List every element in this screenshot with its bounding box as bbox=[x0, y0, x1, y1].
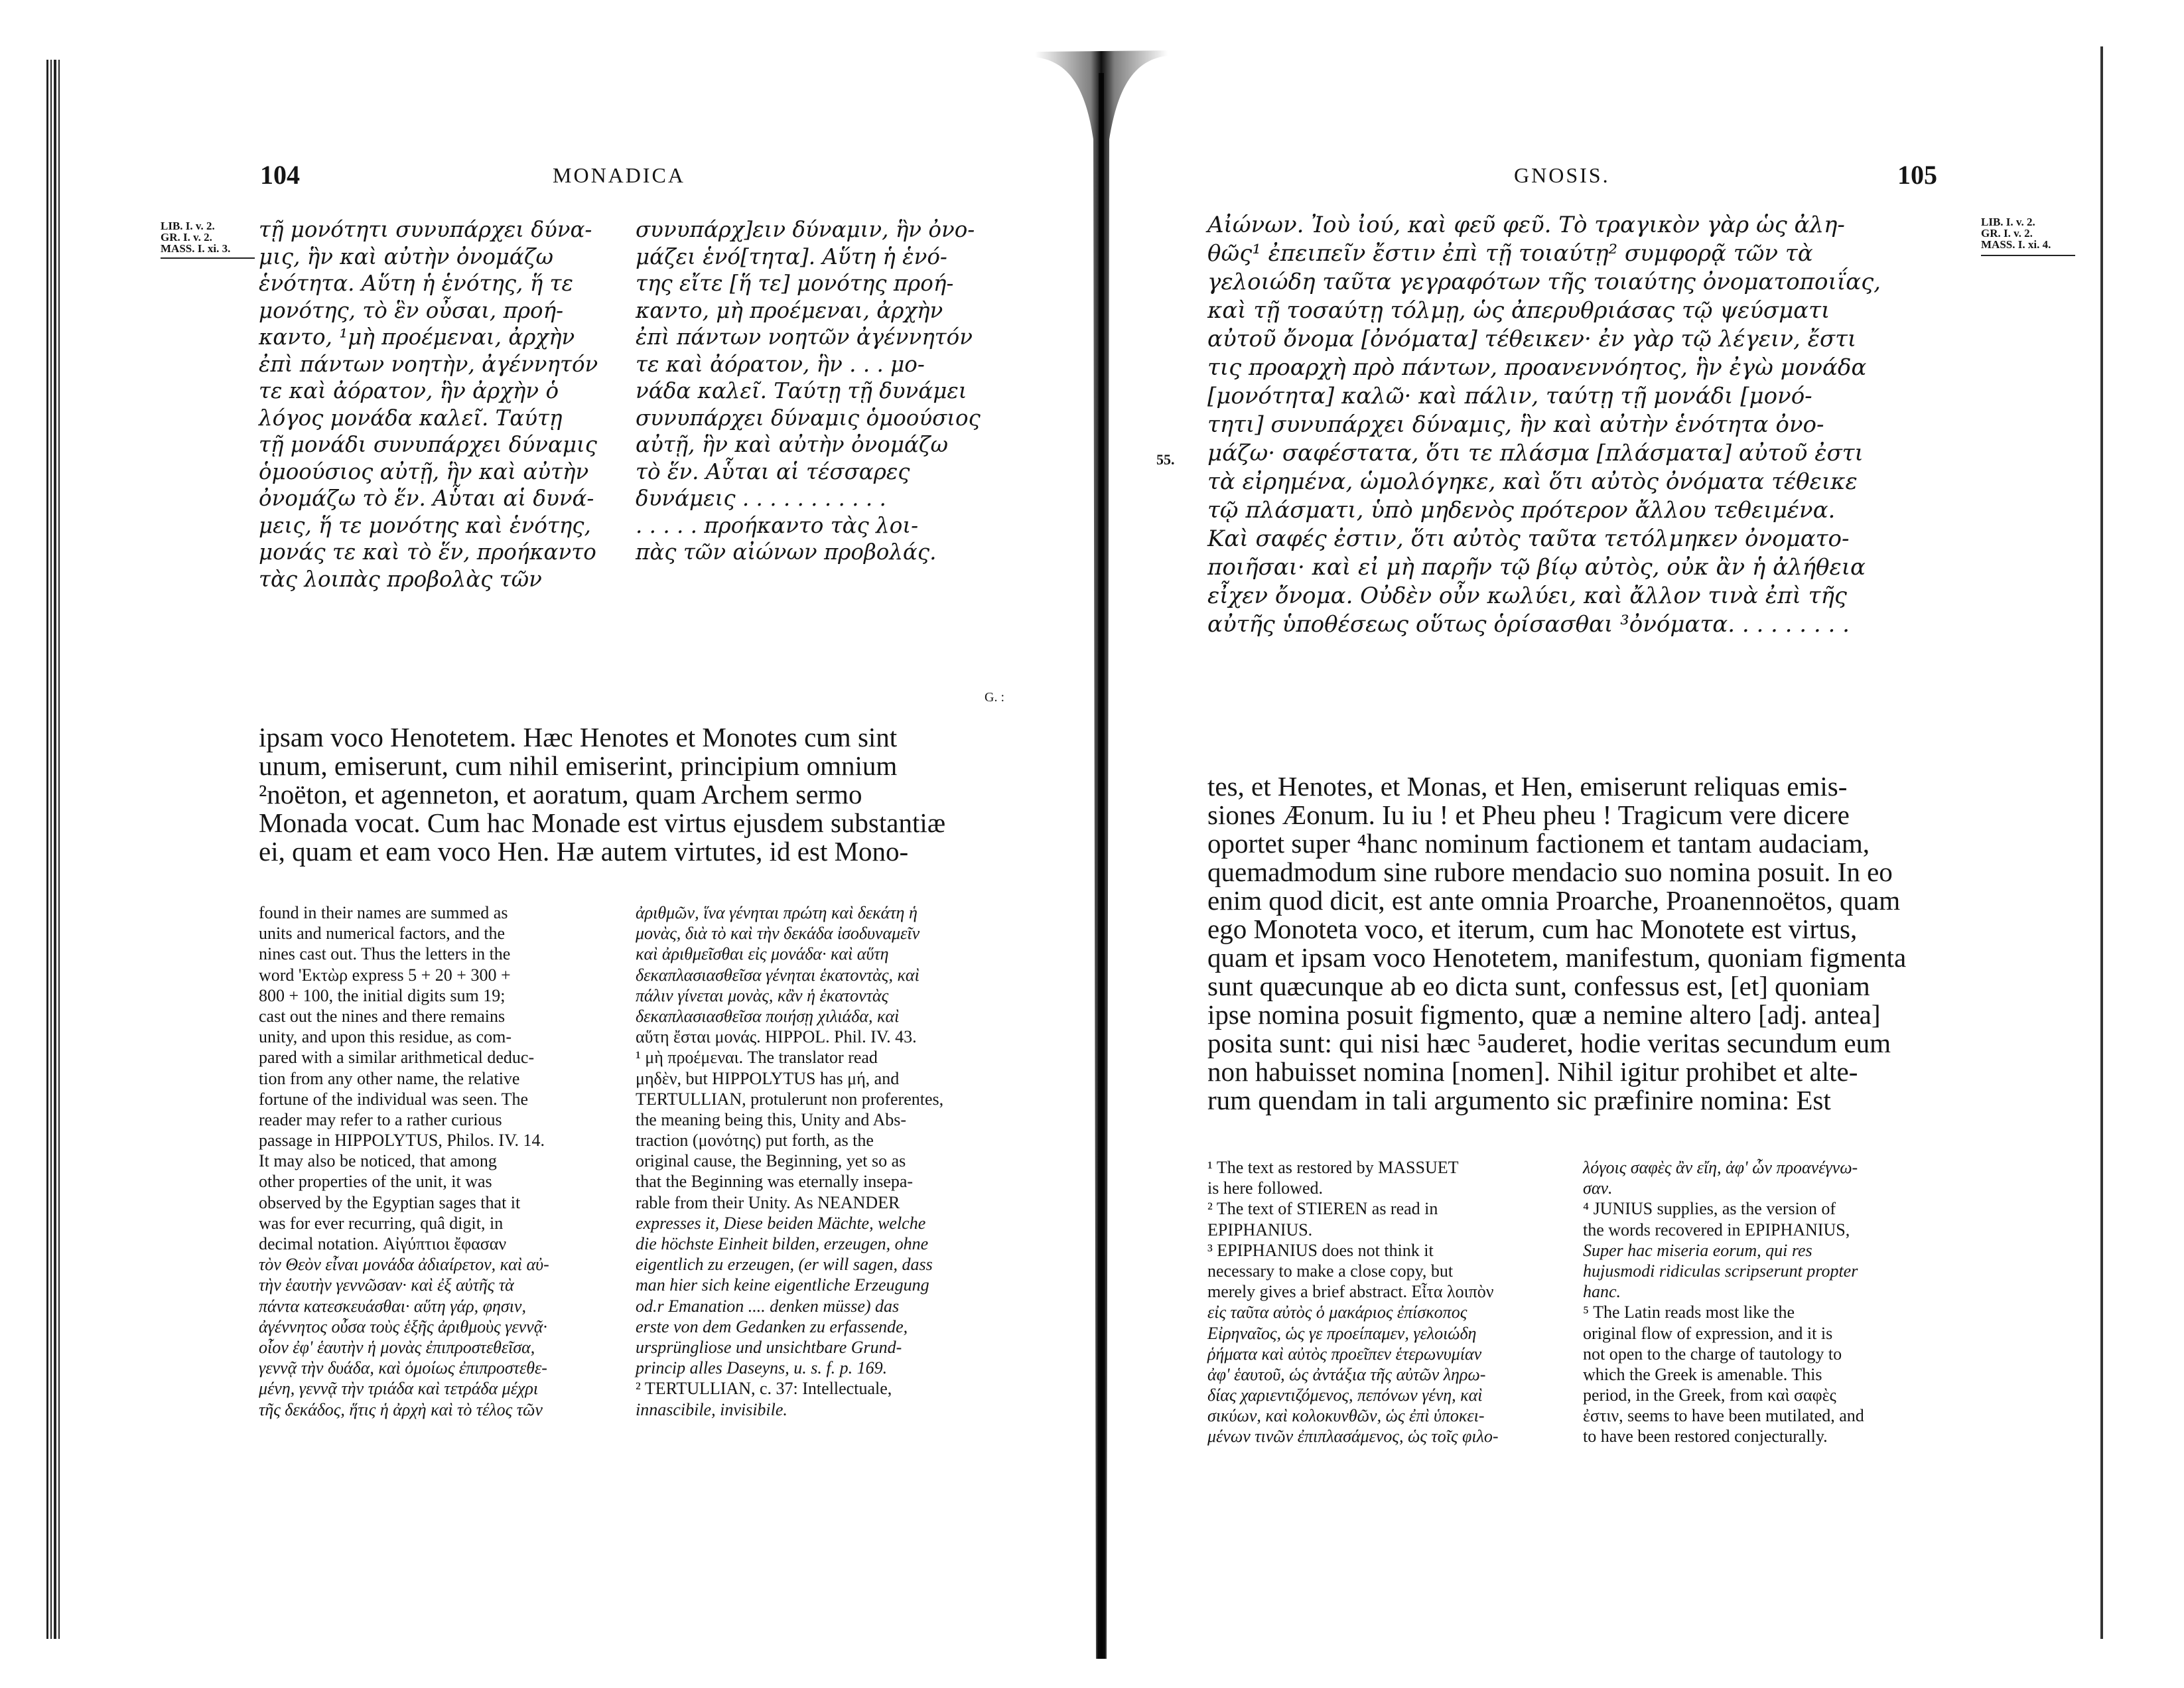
greek-text-column-1: τῇ μονότητι συνυπάρχει δύνα- μις, ἣν καὶ αὐτὴν ὀνομάζω ἑνότητα. Αὕτη ἡ ἑνότης, ἥ τε μονότης, τὸ ἓν οὖσαι, προή- καντο, ¹μὴ προέμεναι, ἀρχὴν ἐπὶ πάντων νοητὴν, ἀγέννητόν τε καὶ ἀόρατον, ἣν ἀρχὴν ὁ λόγος μονάδα καλεῖ. Ταύτῃ τῇ μονάδι συνυπάρχει δύναμις ὁμοούσιος αὐτῇ, ἣν καὶ αὐτὴν ὀνομάζω τὸ ἕν. Αὗται αἱ δυνά- μεις, ἥ τε μονότης καὶ ἑνότης, μονάς τε καὶ τὸ ἕν, προήκαντο τὰς λοιπὰς προβολὰς τῶν bbox=[259, 217, 598, 592]
greek-text: Αἰώνων. Ἰοὺ ἰού, καὶ φεῦ φεῦ. Τὸ τραγικὸν γὰρ ὡς ἀλη- θῶς¹ ἐπειπεῖν ἔστιν ἐπὶ τῇ τοιαύτῃ² συμφορᾷ τῶν τὰ γελοιώδη ταῦτα γεγραφότων τῆς τοιαύτης ὀνοματοποιΐας, καὶ τῇ τοσαύτῃ τόλμῃ, ὡς ἀπερυθριάσας τῷ ψεύσματι αὐτοῦ ὄνομα [ὀνόματα] τέθεικεν· ἐν γὰρ τῷ λέγειν, ἔστι τις προαρχὴ πρὸ πάντων, προανεννόητος, ἣν ἐγὼ μονάδα [μονότητα] καλῶ· καὶ πάλιν, ταύτῃ τῇ μονάδι [μονό- τητι] συνυπάρχει δύναμις, ἣν καὶ αὐτὴν ἑνότητα ὀνο- μάζω· σαφέστατα, ὅτι τε πλάσμα [πλάσματα] αὐτοῦ ἐστι τὰ εἰρημένα, ὡμολόγηκε, καὶ ὅτι αὐτὸς ὀνόματα τέθεικε τῷ πλάσματι, ὑπὸ μηδενὸς πρότερον ἄλλου τεθειμένα. Καὶ σαφές ἐστιν, ὅτι αὐτὸς ταῦτα τετόλμηκεν ὀνοματο- ποιῆσαι· καὶ εἰ μὴ παρῆν τῷ βίῳ αὐτὸς, οὐκ ἂν ἡ ἀλήθεια εἶχεν ὄνομα. Οὐδὲν οὖν κωλύει, καὶ ἄλλον τινὰ ἐπὶ τῆς αὐτῆς ὑποθέσεως οὕτως ὁρίσασθαι ³ὀνόματα. . . . . . . . . bbox=[1207, 212, 1881, 638]
page-number: 104 bbox=[260, 160, 300, 190]
footnotes-column-1: ¹ The text as restored by MASSUET is here followed. ² The text of STIEREN as read in EPIPHANIUS. ³ EPIPHANIUS does not think it necessary to make a close copy, but merely gives a brief abstract. Εἶτα λοιπὸν εἰς ταῦτα αὐτὸς ὁ μακάριος ἐπίσκοπος Εἰρηναῖος, ὡς γε προείπαμεν, γελοιώδη ῥήματα καὶ αὐτὸς προεῖπεν ἑτερωνυμίαν ἀφ' ἑαυτοῦ, ὡς ἀντάξια τῆς αὐτῶν ληρω- δίας χαριεντιζόμενος, πεπόνων γένη, καὶ σικύων, καὶ κολοκυνθῶν, ὡς ἐπὶ ὑποκει- μένων τινῶν ἐπιπλασάμενος, ὡς τοῖς φιλο- bbox=[1207, 1158, 1499, 1446]
footnotes-column-2: ἀριθμῶν, ἵνα γένηται πρώτη καὶ δεκάτη ἡ μονὰς, διὰ τὸ καὶ τὴν δεκάδα ἰσοδυναμεῖν καὶ ἀριθμεῖσθαι εἰς μονάδα· καὶ αὕτη δεκαπλασιασθεῖσα γένηται ἑκατοντὰς, καὶ πάλιν γίνεται μονὰς, κἂν ἡ ἑκατοντὰς δεκαπλασιασθεῖσα ποιήσῃ χιλιάδα, καὶ αὕτη ἔσται μονάς. HIPPOL. Phil. IV. 43. ¹ μὴ προέμεναι. The translator read μηδὲν, but HIPPOLYTUS has μή, and TERTULLIAN, protulerunt non proferentes, the meaning being this, Unity and Abs- traction (μονότης) put forth, as the original cause, the Beginning, yet so as that the Beginning was eternally insepa- rable from their Unity. As NEANDER expresses it, Diese beiden Mächte, welche die höchste Einheit bilden, erzeugen, ohne eigentlich zu erzeugen, (er will sagen, dass man hier sich keine eigentliche Erzeugung od.r Emanation .... denken müsse) das erste von dem Gedanken zu erfassende, ursprüngliose und unsichtbare Grund- princip alles Daseyns, u. s. f. p. 169. ² TERTULLIAN, c. 37: Intellectuale, innascibile, invisibile. bbox=[636, 903, 944, 1419]
right-page bbox=[1088, 0, 2184, 1688]
footnotes-column-1: found in their names are summed as units and numerical factors, and the nines cast out. Thus the letters in the word 'Εκτὼρ express 5 + 20 + 300 + 800 + 100, the initial digits sum 19; cast out the nines and there remains unity, and upon this residue, as com- pared with a similar arithmetical deduc- tion from any other name, the relative fortune of the individual was seen. The reader may refer to a rather curious passage in HIPPOLYTUS, Philos. IV. 14. It may also be noticed, that among other properties of the unit, it was observed by the Egyptian sages that it was for ever recurring, quâ digit, in decimal notation. Αἰγύπτιοι ἔφασαν τὸν Θεὸν εἶναι μονάδα ἀδιαίρετον, καὶ αὐ- τὴν ἑαυτὴν γεννῶσαν· καὶ ἐξ αὐτῆς τὰ πάντα κατεσκευάσθαι· αὕτη γάρ, φησιν, ἀγέννητος οὖσα τοὺς ἑξῆς ἀριθμοὺς γεννᾷ· οἷον ἐφ' ἑαυτὴν ἡ μονὰς ἐπιπροστεθεῖσα, γεννᾷ τὴν δυάδα, καὶ ὁμοίως ἐπιπροστεθε- μένη, γεννᾷ τὴν τριάδα καὶ τετράδα μέχρι τῆς δεκάδος, ἥτις ἡ ἀρχὴ καὶ τὸ τέλος τῶν bbox=[259, 903, 549, 1419]
line-marker: 55. bbox=[1156, 451, 1175, 468]
latin-text: ipsam voco Henotetem. Hæc Henotes et Monotes cum sint unum, emiserunt, cum nihil emiserint, principium omnium ²noëton, et agenneton, et aoratum, quam Archem sermo Monada vocat. Cum hac Monade est virtus ejusdem substantiæ ei, quam et eam voco Hen. Hæ autem virtutes, id est Mono- bbox=[259, 722, 946, 867]
page-number: 105 bbox=[1897, 160, 1937, 190]
running-head: GNOSIS. bbox=[1514, 163, 1610, 187]
margin-rule bbox=[161, 257, 255, 259]
latin-text: tes, et Henotes, et Monas, et Hen, emiserunt reliquas emis- siones Æonum. Iu iu ! et Pheu pheu ! Tragicum vere dicere oportet super ⁴hanc nominum factionem et tantam audaciam, quemadmodum sine rubore mendacio suo nomina posuit. In eo enim quod dicit, est ante omnia Proarche, Proanennoëtos, quam ego Monoteta voco, et iterum, cum hac Monotete est virtus, quam et ipsam voco Henotetem, manifestum, quoniam figmenta sunt quæcunque ab eo dicta sunt, confessus est, [et] quoniam ipse nomina posuit figmento, quæ a nemine altero [adj. antea] posita sunt: qui nisi hæc ⁵auderet, hodie veritas secundum eum non habuisset nomina [nomen]. Nihil igitur prohibet et alte- rum quendam in tali argumento sic præfinire nomina: Est bbox=[1207, 771, 1907, 1115]
margin-reference: LIB. I. v. 2. GR. I. v. 2. MASS. I. xi. 3. bbox=[161, 220, 231, 255]
margin-reference: LIB. I. v. 2. GR. I. v. 2. MASS. I. xi. 4. bbox=[1981, 216, 2051, 251]
greek-text-column-2: συνυπάρχ]ειν δύναμιν, ἣν ὀνο- μάζει ἑνό[τητα]. Αὕτη ἡ ἑνό- της εἴτε [ἥ τε] μονότης προή- καντο, μὴ προέμεναι, ἀρχὴν ἐπὶ πάντων νοητῶν ἀγέννητόν τε καὶ ἀόρατον, ἣν . . . μο- νάδα καλεῖ. Ταύτῃ τῇ δυνάμει συνυπάρχει δύναμις ὁμοούσιος αὐτῇ, ἣν καὶ αὐτὴν ὀνομάζω τὸ ἕν. Αὗται αἱ τέσσαρες δυνάμεις . . . . . . . . . . . . . . . . προήκαντο τὰς λοι- πὰς τῶν αἰώνων προβολάς. bbox=[636, 217, 981, 565]
margin-rule bbox=[1981, 255, 2075, 256]
footnotes-column-2: λόγοις σαφὲς ἂν εἴη, ἀφ' ὧν προανέγνω- σαν. ⁴ JUNIUS supplies, as the version of the words recovered in EPIPHANIUS, Super hac miseria eorum, qui res hujusmodi ridiculas scripserunt propter hanc. ⁵ The Latin reads most like the original flow of expression, and it is not open to the charge of tautology to which the Greek is amenable. This period, in the Greek, from καὶ σαφὲς ἐστιν, seems to have been mutilated, and to have been restored conjecturally. bbox=[1583, 1158, 1864, 1446]
marginal-mark: G. : bbox=[985, 690, 1004, 705]
left-page bbox=[0, 0, 1088, 1688]
running-head: MONADICA bbox=[553, 163, 685, 187]
